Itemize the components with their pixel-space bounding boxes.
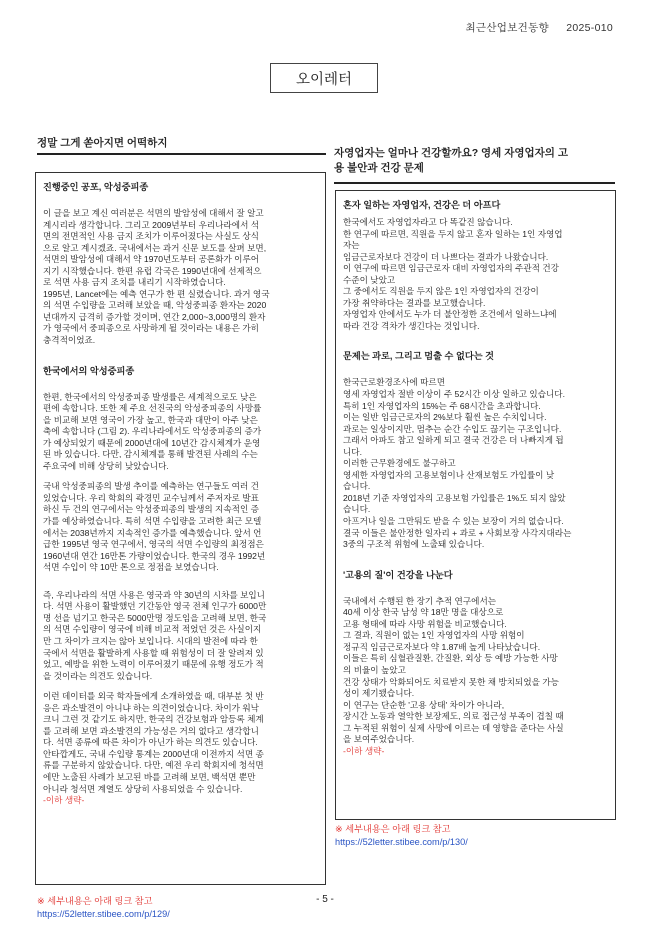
paragraph-gap [343,551,609,567]
left-note-mark: ※ [37,896,45,906]
text-line: 국내 악성중피종의 발생 추이를 예측하는 연구들도 여러 건 [43,481,259,492]
text-line: 을 것이라는 의견도 있습니다. [43,670,153,681]
text-line: 에만 노출된 사례가 보고된 바를 고려해 보면, 백석면 뿐만 [43,771,256,782]
text-line: 된 바 있습니다. 다만, 감시체계를 통해 발견된 사례의 수는 [43,449,258,460]
left-article-link[interactable]: https://52letter.stibee.com/p/129/ [37,908,170,919]
text-line: 으로 알고 계시겠죠. 국내에서는 과거 신문 보도를 살펴 보면, [43,242,267,253]
right-note-mark: ※ [335,824,343,834]
text-line: 임금근로자보다 건강이 더 나쁘다는 결과가 나왔습니다. [343,251,549,262]
right-title-line-2: 용 불안과 건강 문제 [334,162,424,174]
text-line: 자영업자 안에서도 누가 더 불안정한 조건에서 일하느냐에 [343,309,557,320]
text-line: 국내에서 수행된 한 장기 추적 연구에서는 [343,595,497,606]
right-title-rule [334,182,615,184]
paragraph-gap [343,587,609,596]
text-line: 그 누적된 위험이 실제 사망에 이르는 데 영향을 준다는 사실 [343,722,564,733]
text-line: 아니라 청석면 계열도 상당히 사용되었을 수 있습니다. [43,783,243,794]
left-title-rule [37,153,326,155]
text-line: 을 보여주었습니다. [343,734,415,745]
text-line: 장시간 노동과 열악한 보장제도, 의료 접근성 부족이 겹칠 때 [343,711,564,722]
publication-name: 최근산업보건동향 [465,22,549,34]
page-header [451,20,613,35]
paragraph-gap [43,682,319,691]
text-line: 이 글을 보고 계신 여러분은 석면의 발암성에 대해서 잘 알고 [43,208,264,218]
text-line: 1960년대 연간 16만톤 가량이었습니다. 한국의 경우 1992년 [43,550,266,561]
text-line: 성이 제기됐습니다. [343,688,415,699]
text-line: 하신 두 건의 연구에서는 악성중피종의 발생의 지속적인 증 [43,504,259,515]
right-article-link[interactable]: https://52letter.stibee.com/p/130/ [335,836,468,847]
text-line: 다. 석면 사용이 활발했던 기간동안 영국 전체 인구가 6000만 [43,601,267,612]
text-line: 이는 일반 임금근로자의 2%보다 훨씬 높은 수치입니다. [343,412,547,423]
right-title-line-1: 자영업자는 얼마나 건강할까요? 영세 자영업자의 고 [334,147,569,159]
text-line: 충격적이었죠. [43,335,96,346]
sub-heading: 진행중인 공포, 악성중피종 [43,182,149,192]
text-line: 축에 속합니다 (그림 2). 우리나라에서도 악성중피종의 증가 [43,426,262,437]
text-line: 한국에서도 자영업자라고 다 똑같진 않습니다. [343,217,513,227]
text-line: 크니 그런 것 같기도 하지만, 한국의 건강보험과 암등록 체계 [43,714,264,725]
text-line: 만 그 차이가 크지는 않아 보입니다. 시대의 발전에 따라 한 [43,635,258,646]
text-line: 가를 예상하였습니다. 특히 석면 수입량을 고려한 최근 모델 [43,516,262,527]
text-line: 류를 구분하지 않았습니다. 다만, 예전 우리 학회지에 청석면 [43,760,264,771]
text-line: 특히 1인 자영업자의 15%는 주 68시간을 초과합니다. [343,400,541,411]
omitted-note: -이하 생략- [343,745,385,756]
text-line: 가 예상되었기 때문에 2000년대에 10년간 감시체계가 운영 [43,437,261,448]
text-line: 이러한 근무환경에도 불구하고 [343,458,456,469]
omitted-note: -이하 생략- [43,795,85,806]
text-line: 1995년, Lancet에는 예측 연구가 한 편 실렸습니다. 과거 영국 [43,288,270,299]
text-line: 이 연구에 따르면 임금근로자 대비 자영업자의 주관적 건강 [343,263,559,274]
text-line: 따라 건강 격차가 생긴다는 것입니다. [343,320,480,331]
right-article-box [335,190,616,820]
right-article-title [334,146,614,176]
text-line: 급한 1995년 영국 연구에서, 영국의 석면 수입량의 최정점은 [43,539,264,550]
text-line: 니다. [343,446,362,457]
paragraph-gap [43,347,319,363]
text-line: 지기 시작했습니다. 한편 유럽 각국은 1990년대에 선제적으 [43,265,262,276]
text-line: 결국 이들은 불안정한 일자리 + 과로 + 사회보장 사각지대라는 [343,527,572,538]
text-line: 다. 석면 종류에 따른 차이가 아닌가 하는 의견도 있습니다. [43,737,258,748]
text-line: 석면의 발암성에 대해서 약 1970년도부터 공론화가 이루어 [43,254,260,265]
text-line: 주요국에 비해 상당히 낮았습니다. [43,460,169,471]
text-line: 습니다. [343,504,371,515]
text-line: 자는 [343,240,360,251]
right-note-text: 세부내용은 아래 링크 참고 [345,824,451,834]
text-line: 년대까지 급격히 증가할 것이며, 연간 2,000~3,000명의 환자 [43,311,266,322]
text-line: 아프거나 일을 그만둬도 받을 수 있는 보장이 거의 없습니다. [343,516,564,527]
sub-heading: 문제는 과로, 그리고 멈출 수 없다는 것 [343,351,494,362]
page-number: - 5 - [316,894,334,905]
text-line: 에서는 2038년까지 지속적인 증가를 예측했습니다. 앞서 언 [43,527,262,538]
text-line: 의 석면 수입량이 영국에 비해 비교적 적었던 것은 사실이지 [43,624,262,635]
text-line: 3중의 구조적 위험에 노출돼 있습니다. [343,539,485,550]
text-line: 편에 속합니다. 또한 제 주요 선진국의 악성중피종의 사망률 [43,403,262,414]
text-line: 이들은 특히 심혈관질환, 간질환, 외상 등 예방 가능한 사망 [343,653,558,664]
text-line: 석면 수입이 약 10만 톤으로 정점을 보였습니다. [43,562,219,573]
text-line: 영세한 자영업자의 고용보험이나 산재보험도 가입률이 낮 [343,469,555,480]
text-line: 이 연구는 단순한 '고용 상태' 차이가 아니라, [343,699,505,710]
paragraph-gap [43,199,319,208]
text-line: 과로는 일상이지만, 멈추는 순간 수입도 끊기는 구조입니다. [343,423,562,434]
left-article-box [35,172,326,885]
text-line: 수준이 낮았고 [343,274,396,285]
text-line: 한편, 한국에서의 악성중피종 발생률은 세계적으로도 낮은 [43,391,257,402]
text-line: 있었습니다. 우리 학회의 곽경민 교수님께서 주저자로 발표 [43,492,259,503]
paragraph-gap [43,472,319,481]
paragraph-gap [43,383,319,392]
text-line: 의 석면 수입량을 고려해 보았을 때, 악성중피종 환자는 2020 [43,300,267,311]
text-line: 정규직 임금근로자보다 약 1.87배 높게 나타났습니다. [343,641,541,652]
text-line: 그래서 아파도 참고 일하게 되고 결국 건강은 더 나빠지게 됩 [343,435,564,446]
left-article-title: 정말 그게 쏟아지면 어떡하지 [37,137,168,149]
paragraph-gap [43,574,319,590]
issue-number: 2025-010 [566,22,613,34]
text-line: 한 연구에 따르면, 직원을 두지 않고 혼자 일하는 1인 자영업 [343,228,563,239]
text-line: 가장 취약하다는 결과를 보고했습니다. [343,297,486,308]
text-line: 그 결과, 직원이 없는 1인 자영업자의 사망 위험이 [343,630,525,641]
text-line: 그 중에서도 직원을 두지 않은 1인 자영업자의 건강이 [343,286,539,297]
text-line: 를 고려해 보면 과소발견의 가능성은 거의 없다고 생각합니 [43,725,259,736]
text-line: 가 영국에서 중피종으로 사망하게 될 것이라는 내용은 가히 [43,323,259,334]
text-line: 즉, 우리나라의 석면 사용은 영국과 약 30년의 시차를 보입니 [43,589,265,600]
text-line: 한국근로환경조사에 따르면 [343,377,446,388]
text-line: 국에서 석면을 활발하게 사용할 때 위험성이 더 잘 알려져 있 [43,647,264,658]
text-line: 었고, 예방을 위한 노력이 이루어졌기 때문에 유행 정도가 적 [43,659,264,670]
text-line: 의 비율이 높았고 [343,664,406,675]
right-footnote [335,823,468,848]
text-line: 40세 이상 한국 남성 약 18만 명을 대상으로 [343,607,504,618]
sub-heading: 한국에서의 악성중피종 [43,365,135,376]
text-line: 로 석면 사용 금지 조치를 내리기 시작하였습니다. [43,277,226,288]
sub-heading: 혼자 일하는 자영업자, 건강은 더 아프다 [343,200,501,210]
paragraph-gap [343,332,609,348]
paragraph-gap [343,368,609,377]
text-line: 을 비교해 보면 영국이 가장 높고, 한국과 대만이 아주 낮은 [43,414,258,425]
text-line: 면의 전면적인 사용 금지 조치가 이루어졌다는 사실도 상식 [43,231,259,242]
text-line: 안타깝게도, 국내 수입량 통계는 2000년대 이전까지 석면 종 [43,748,264,759]
text-line: 영세 자영업자 절반 이상이 주 52시간 이상 일하고 있습니다. [343,389,565,400]
text-line: 2018년 기준 자영업자의 고용보험 가입률은 1%도 되지 않았 [343,492,566,503]
page-title: 오이레터 [270,63,378,93]
left-note-text: 세부내용은 아래 링크 참고 [47,896,153,906]
sub-heading: '고용의 질'이 건강을 나눈다 [343,569,453,580]
text-line: 계시리라 생각합니다. 그리고 2009년부터 우리나라에서 석 [43,219,260,230]
text-line: 습니다. [343,481,371,492]
text-line: 응은 과소발견이 아니냐 하는 의견이었습니다. 차이가 워낙 [43,702,259,713]
text-line: 명 선을 넘기고 한국은 5000만명 정도임을 고려해 보면, 한국 [43,612,267,623]
text-line: 고용 형태에 따라 사망 위험을 비교했습니다. [343,618,507,629]
text-line: 건강 상태가 악화되어도 치료받지 못한 채 방치되었을 가능 [343,676,559,687]
text-line: 이런 데이터를 외국 학자들에게 소개하였을 때, 대부분 첫 반 [43,691,264,702]
